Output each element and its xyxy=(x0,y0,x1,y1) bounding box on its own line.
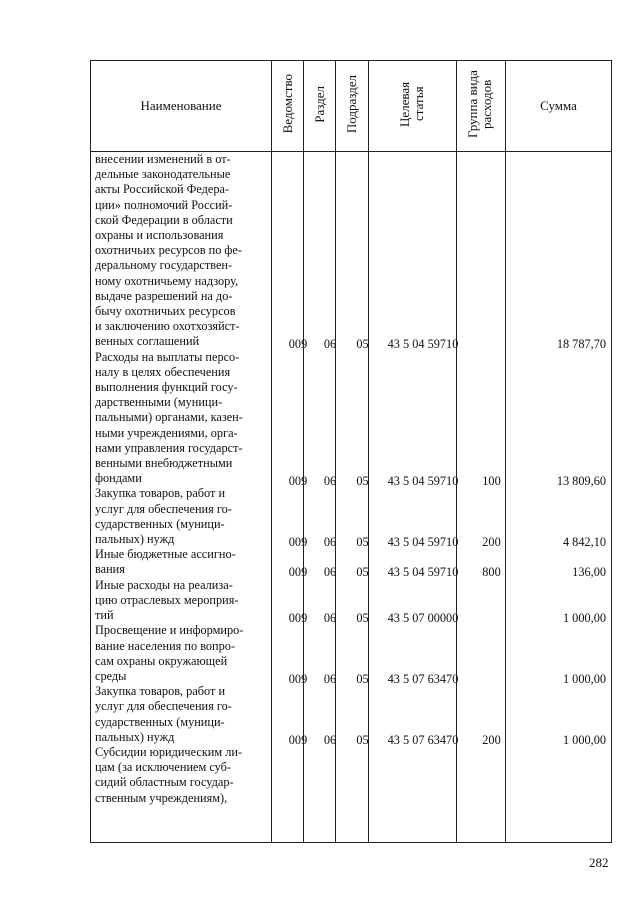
row-name-line: фондами xyxy=(95,471,142,486)
row-name-line: внесении изменений в от- xyxy=(95,152,231,166)
header-row xyxy=(91,61,612,152)
row-name-line: сударственных (муници- xyxy=(95,714,225,729)
header-gruppa-label: Группа вида расходов xyxy=(465,70,494,138)
row-celevaya-value: 43 5 04 59710 xyxy=(387,474,459,489)
row-summa-value: 1 000,00 xyxy=(562,732,606,747)
header-razdel xyxy=(304,61,336,152)
row-gruppa-value: 100 xyxy=(482,474,501,489)
row-name-line: сударственных (муници- xyxy=(95,516,225,531)
row-name-line: тий xyxy=(95,608,114,623)
row-razdel-value: 06 xyxy=(323,565,337,580)
row-name-line: ской Федерации в области xyxy=(95,212,233,227)
row-podrazdel-value: 05 xyxy=(356,611,369,625)
row-celevaya-value: 43 5 07 63470 xyxy=(387,671,459,686)
header-gruppa xyxy=(457,61,506,152)
row-name-line: дарственными (муници- xyxy=(95,395,223,410)
row-ved-value: 009 xyxy=(288,474,308,489)
row-razdel-value: 06 xyxy=(323,671,337,686)
header-summa: Сумма xyxy=(506,61,612,152)
row-podrazdel-value: 05 xyxy=(356,671,369,686)
row-summa-value: 1 000,00 xyxy=(562,671,606,686)
row-name-line: Иные бюджетные ассигно- xyxy=(95,547,236,562)
header-razdel-label: Раздел xyxy=(311,85,327,123)
header-podrazdel-label: Подраздел xyxy=(344,74,359,134)
row-razdel-value: 06 xyxy=(323,474,337,489)
row-name-line: сидий областным государ- xyxy=(95,775,234,790)
name-text xyxy=(91,152,271,806)
row-name-line: Иные расходы на реализа- xyxy=(95,577,233,592)
row-celevaya-value: 43 5 07 63470 xyxy=(387,732,459,747)
row-name-line: вание населения по вопро- xyxy=(95,638,236,653)
header-celevaya-label: Целевая статья xyxy=(396,81,426,127)
header-podrazdel xyxy=(336,61,369,152)
row-razdel-value: 06 xyxy=(323,535,337,549)
row-podrazdel-value: 05 xyxy=(356,474,369,489)
row-name-line: акты Российской Федера- xyxy=(95,182,230,197)
row-ved-value: 009 xyxy=(288,565,308,580)
row-podrazdel-value: 05 xyxy=(356,565,369,580)
row-name-line: цию отраслевых мероприя- xyxy=(95,592,239,607)
row-summa-value: 13 809,60 xyxy=(556,474,606,489)
header-celevaya xyxy=(369,61,457,152)
row-name-line: сам охраны окружающей xyxy=(95,653,228,668)
row-name-line: пальных) нужд xyxy=(95,729,175,744)
row-summa-value: 136,00 xyxy=(572,565,606,580)
row-name-line: дельные законодательные xyxy=(95,167,231,182)
row-celevaya-value: 43 5 04 59710 xyxy=(387,565,459,580)
row-name-line: Закупка товаров, работ и xyxy=(95,486,226,501)
row-name-line: ции» полномочий Россий- xyxy=(95,197,233,212)
budget-table xyxy=(90,60,612,843)
row-name-line: Просвещение и информиро- xyxy=(95,623,244,638)
row-name-line: Субсидии юридическим ли- xyxy=(95,744,243,759)
row-podrazdel-value: 05 xyxy=(356,535,369,549)
row-name-line: и заключению охотхозяйст- xyxy=(95,319,240,334)
row-ved-value: 009 xyxy=(288,732,308,747)
row-name-line: ному охотничьему надзору, xyxy=(95,273,239,288)
row-name-line: бычу охотничьих ресурсов xyxy=(95,304,236,319)
row-name-line: охотничьих ресурсов по фе- xyxy=(95,243,242,258)
row-name-line: ными учреждениями, орга- xyxy=(95,425,238,440)
name-column xyxy=(91,152,272,843)
row-podrazdel-value: 05 xyxy=(356,337,369,352)
row-razdel-value: 06 xyxy=(323,337,337,352)
row-gruppa-value: 200 xyxy=(482,732,501,747)
row-ved-value: 009 xyxy=(288,611,308,625)
row-name-line: нами управления государст- xyxy=(95,440,243,455)
row-name-line: Закупка товаров, работ и xyxy=(95,684,226,699)
row-name-line: пальных) нужд xyxy=(95,532,175,547)
row-name-line: Расходы на выплаты персо- xyxy=(95,349,240,364)
row-name-line: услуг для обеспечения го- xyxy=(95,501,232,516)
row-celevaya-value: 43 5 04 59710 xyxy=(387,337,459,352)
row-ved-value: 009 xyxy=(288,535,308,549)
row-celevaya-value: 43 5 07 00000 xyxy=(387,611,459,625)
row-name-line: цам (за исключением суб- xyxy=(95,760,231,775)
row-summa-value: 4 842,10 xyxy=(562,535,606,549)
header-ved-label: Ведомство xyxy=(279,74,295,134)
row-razdel-value: 06 xyxy=(323,732,337,747)
row-name-line: услуг для обеспечения го- xyxy=(95,699,232,714)
row-name-line: среды xyxy=(95,668,127,683)
row-podrazdel-value: 05 xyxy=(356,732,369,747)
row-celevaya-value: 43 5 04 59710 xyxy=(387,535,459,549)
row-summa-value: 18 787,70 xyxy=(556,337,606,352)
row-name-line: налу в целях обеспечения xyxy=(95,364,231,379)
row-name-line: ственным учреждениям), xyxy=(95,790,228,805)
row-summa-value: 1 000,00 xyxy=(562,611,606,625)
row-ved-value: 009 xyxy=(288,671,308,686)
row-name-line: венными внебюджетными xyxy=(95,456,233,471)
row-ved-value: 009 xyxy=(288,337,308,352)
row-name-line: деральному государствен- xyxy=(95,258,233,273)
row-razdel-value: 06 xyxy=(323,611,337,625)
row-name-line: пальными) органами, казен- xyxy=(95,410,243,425)
row-name-line: вания xyxy=(95,562,125,577)
row-name-line: венных соглашений xyxy=(95,334,200,349)
page-number: 282 xyxy=(589,855,609,870)
header-ved xyxy=(272,61,304,152)
row-name-line: выдаче разрешений на до- xyxy=(95,288,233,303)
row-name-line: выполнения функций госу- xyxy=(95,380,238,395)
row-gruppa-value: 800 xyxy=(482,565,501,580)
row-gruppa-value: 200 xyxy=(482,535,501,549)
header-name: Наименование xyxy=(91,61,272,152)
row-name-line: охраны и использования xyxy=(95,228,224,243)
